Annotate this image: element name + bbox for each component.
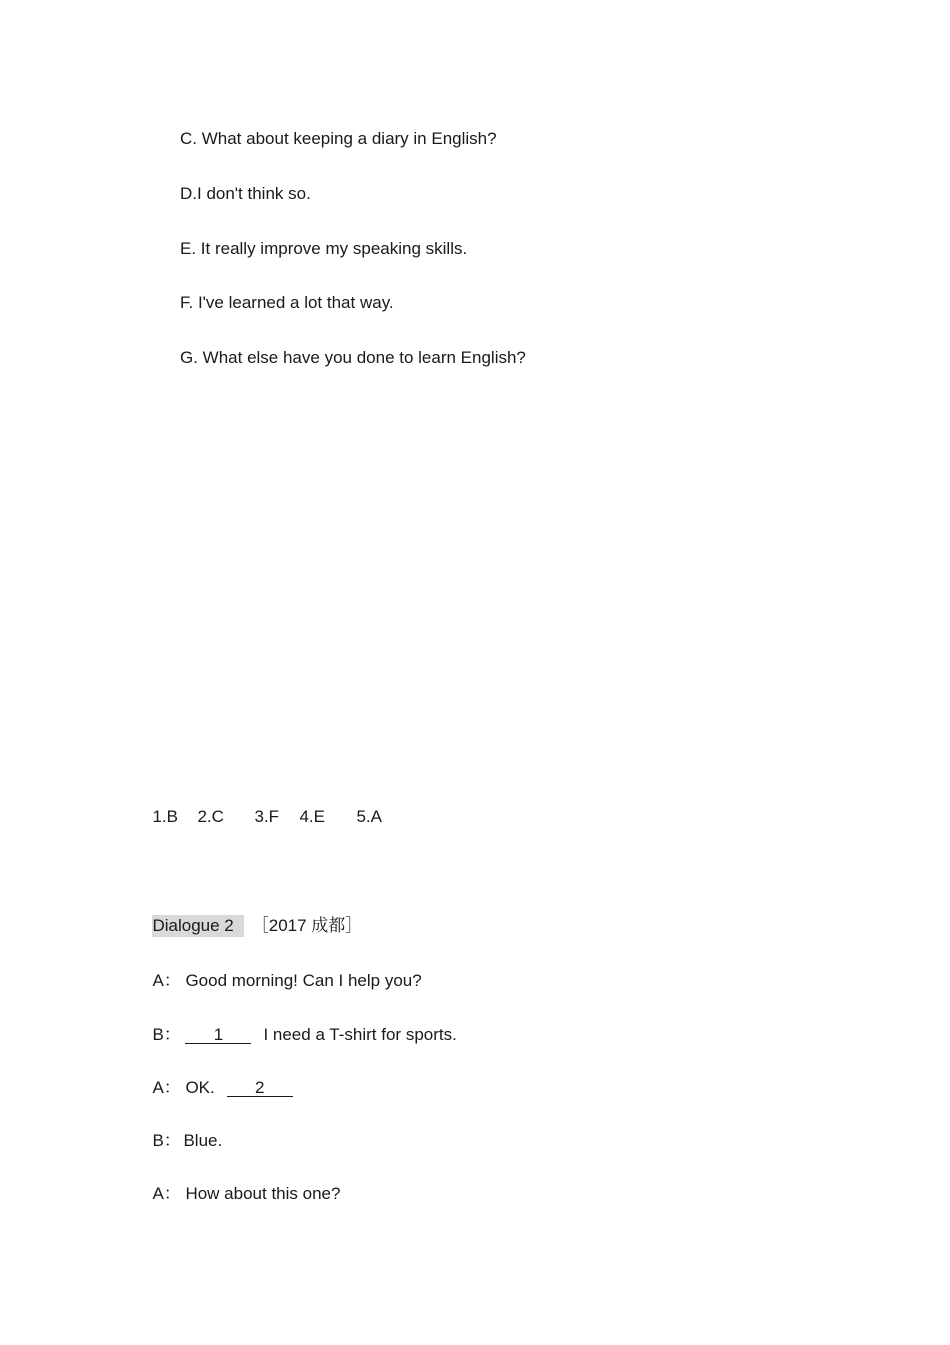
dialogue-text: I need a T-shirt for sports.	[263, 1025, 457, 1044]
speaker-label: A：	[152, 1078, 181, 1097]
dialogue-text: Blue.	[183, 1131, 223, 1150]
dialogue-source: ［2017 成都］	[251, 916, 363, 935]
option-f: F. I've learned a lot that way.	[180, 293, 394, 312]
dialogue-line	[143, 951, 422, 991]
option-d: D.I don't think so.	[180, 184, 311, 203]
dialogue-line	[143, 1111, 222, 1151]
speaker-label: B：	[152, 1025, 181, 1044]
speaker-label: B：	[152, 1131, 181, 1150]
answer-4: 4.E	[299, 807, 325, 826]
answer-3: 3.F	[254, 807, 280, 826]
answer-5: 5.A	[356, 807, 382, 826]
dialogue-line	[143, 1164, 340, 1204]
dialogue-title: Dialogue 2	[152, 915, 243, 937]
answer-key	[143, 787, 382, 827]
answer-1: 1.B	[152, 807, 178, 826]
dialogue-text: How about this one?	[185, 1184, 341, 1203]
dialogue-line	[143, 1058, 305, 1098]
speaker-label: A：	[152, 971, 181, 990]
dialogue-heading	[143, 893, 362, 937]
option-c: C. What about keeping a diary in English?	[180, 129, 497, 148]
speaker-label: A：	[152, 1184, 181, 1203]
dialogue-text: OK.	[185, 1078, 215, 1097]
option-g: G. What else have you done to learn English?	[180, 348, 526, 367]
blank-2: 2	[227, 1079, 293, 1097]
option-e: E. It really improve my speaking skills.	[180, 239, 468, 258]
answer-2: 2.C	[197, 807, 224, 826]
dialogue-line	[143, 1005, 457, 1045]
dialogue-text: Good morning! Can I help you?	[185, 971, 422, 990]
blank-1: 1	[185, 1026, 251, 1044]
